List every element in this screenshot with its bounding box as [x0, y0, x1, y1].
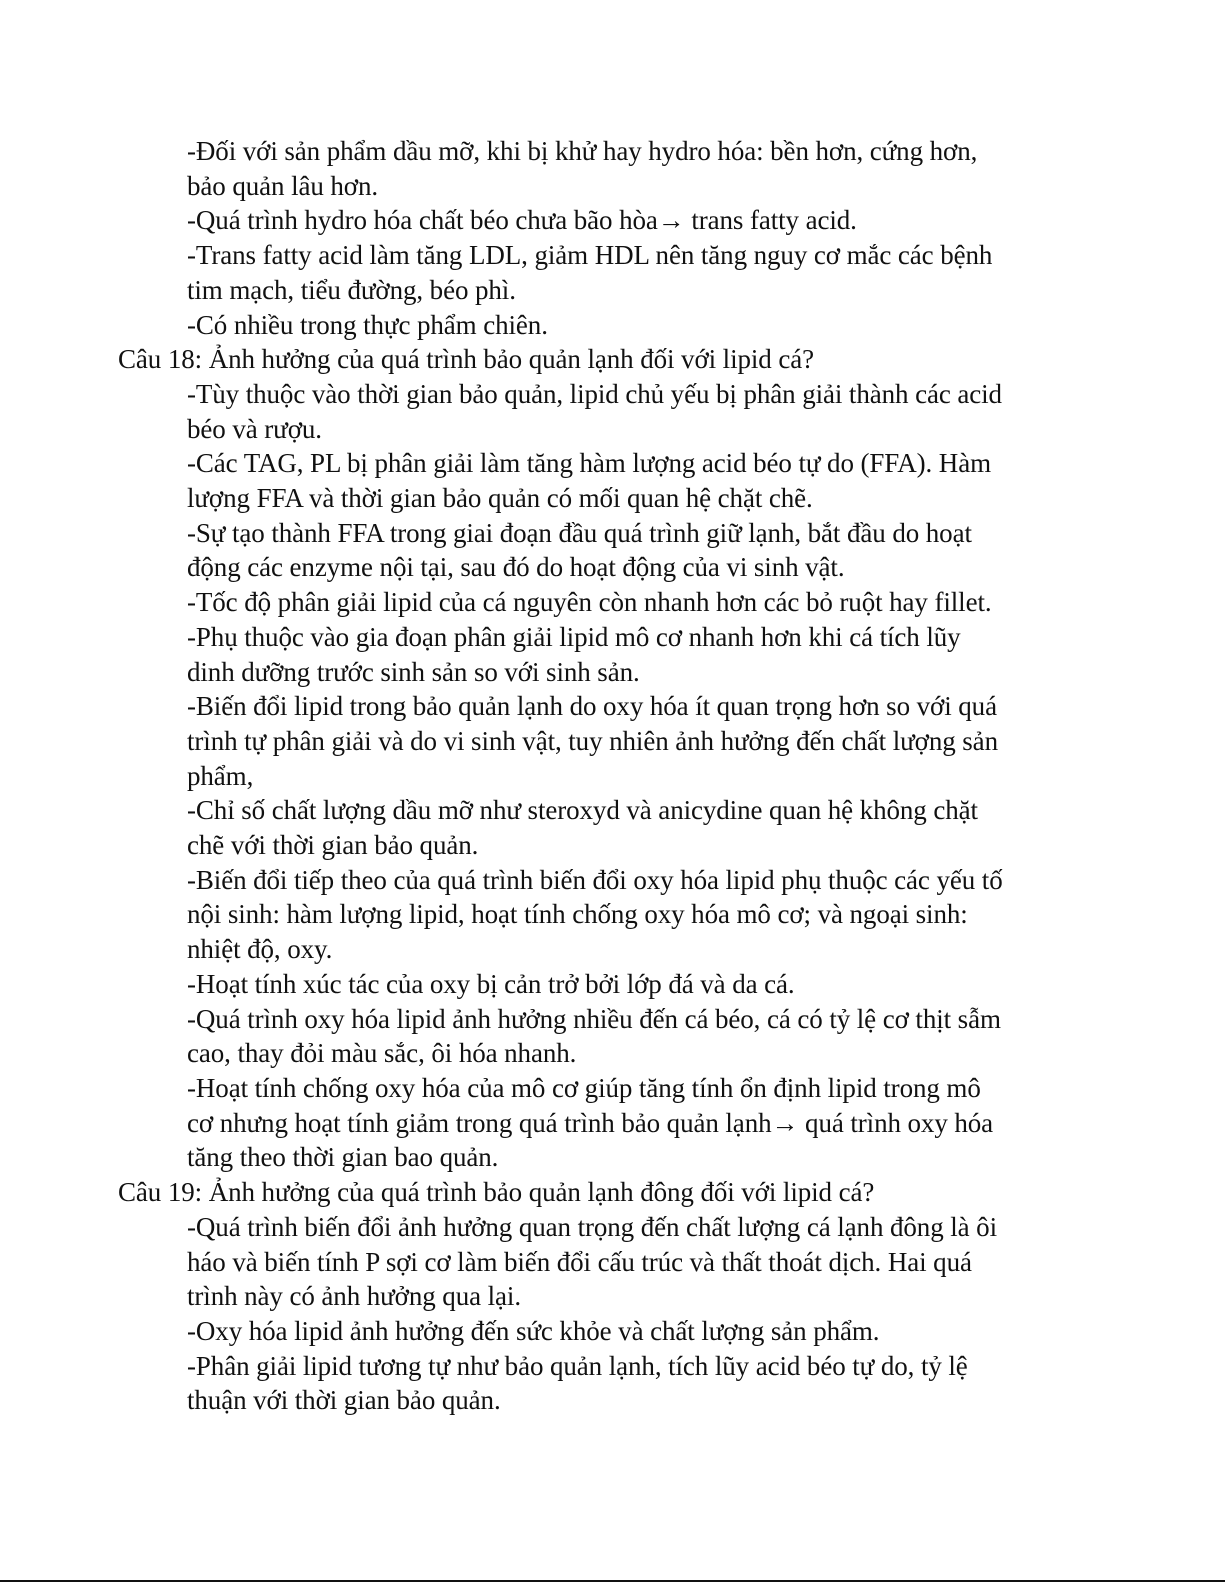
text-line: -Phụ thuộc vào gia đoạn phân giải lipid mô cơ nhanh hơn khi cá tích lũy [187, 621, 961, 652]
text-line: nhiệt độ, oxy. [187, 934, 333, 965]
text-line: trình này có ảnh hưởng qua lại. [187, 1281, 521, 1312]
text-line: -Quá trình oxy hóa lipid ảnh hưởng nhiều đến cá béo, cá có tỷ lệ cơ thịt sẫm [187, 1003, 1001, 1034]
text-line: -Phân giải lipid tương tự như bảo quản lạnh, tích lũy acid béo tự do, tỷ lệ [187, 1350, 968, 1381]
text-line: trình tự phân giải và do vi sinh vật, tuy nhiên ảnh hưởng đến chất lượng sản [187, 725, 998, 756]
text-line: -Sự tạo thành FFA trong giai đoạn đầu quá trình giữ lạnh, bắt đầu do hoạt [187, 517, 972, 548]
text-line: dinh dưỡng trước sinh sản so với sinh sản. [187, 656, 640, 687]
text-line: tăng theo thời gian bao quản. [187, 1142, 499, 1173]
text-line: -Các TAG, PL bị phân giải làm tăng hàm lượng acid béo tự do (FFA). Hàm [187, 448, 991, 479]
text-line: bảo quản lâu hơn. [187, 170, 379, 201]
text-line: -Biến đổi tiếp theo của quá trình biến đổi oxy hóa lipid phụ thuộc các yếu tố [187, 864, 1003, 895]
text-line: nội sinh: hàm lượng lipid, hoạt tính chống oxy hóa mô cơ; và ngoại sinh: [187, 899, 968, 930]
text-line: -Oxy hóa lipid ảnh hưởng đến sức khỏe và chất lượng sản phẩm. [187, 1315, 880, 1346]
question-heading-18: Câu 18: Ảnh hưởng của quá trình bảo quản lạnh đối với lipid cá? [118, 344, 814, 375]
text-line: chẽ với thời gian bảo quản. [187, 830, 479, 861]
text-line: -Trans fatty acid làm tăng LDL, giảm HDL nên tăng nguy cơ mắc các bệnh [187, 240, 993, 271]
text-line: -Hoạt tính xúc tác của oxy bị cản trở bởi lớp đá và da cá. [187, 968, 795, 999]
question-heading-19: Câu 19: Ảnh hưởng của quá trình bảo quản lạnh đông đối với lipid cá? [118, 1177, 875, 1208]
text-line: háo và biến tính P sợi cơ làm biến đổi cấu trúc và thất thoát dịch. Hai quá [187, 1246, 972, 1277]
text-line: thuận với thời gian bảo quản. [187, 1385, 501, 1416]
text-line: cơ nhưng hoạt tính giảm trong quá trình bảo quản lạnh→ quá trình oxy hóa [187, 1107, 994, 1138]
page-bottom-border [0, 1580, 1225, 1582]
text-line: lượng FFA và thời gian bảo quản có mối quan hệ chặt chẽ. [187, 483, 813, 514]
text-line: cao, thay đỏi màu sắc, ôi hóa nhanh. [187, 1038, 577, 1069]
text-line: béo và rượu. [187, 413, 322, 444]
text-line: -Biến đổi lipid trong bảo quản lạnh do oxy hóa ít quan trọng hơn so với quá [187, 691, 997, 722]
text-line: -Có nhiều trong thực phẩm chiên. [187, 309, 548, 340]
text-line: -Đối với sản phẩm dầu mỡ, khi bị khử hay hydro hóa: bền hơn, cứng hơn, [187, 136, 978, 166]
text-line: -Quá trình biến đổi ảnh hưởng quan trọng đến chất lượng cá lạnh đông là ôi [187, 1211, 997, 1242]
text-line: -Chỉ số chất lượng dầu mỡ như steroxyd và anicydine quan hệ không chặt [187, 795, 978, 826]
text-line: động các enzyme nội tại, sau đó do hoạt động của vi sinh vật. [187, 552, 845, 583]
text-line: -Tùy thuộc vào thời gian bảo quản, lipid chủ yếu bị phân giải thành các acid [187, 378, 1002, 409]
text-line: -Hoạt tính chống oxy hóa của mô cơ giúp tăng tính ổn định lipid trong mô [187, 1072, 981, 1103]
text-line: tim mạch, tiểu đường, béo phì. [187, 274, 516, 305]
text-line: -Tốc độ phân giải lipid của cá nguyên còn nhanh hơn các bỏ ruột hay fillet. [187, 587, 992, 618]
document-body [118, 134, 1058, 1418]
text-line: -Quá trình hydro hóa chất béo chưa bão hòa→ trans fatty acid. [187, 205, 857, 236]
text-line: phẩm, [187, 760, 254, 791]
